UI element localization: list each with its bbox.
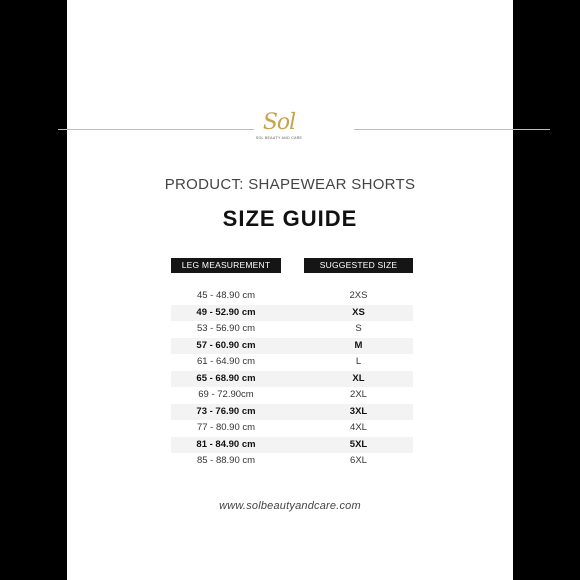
table-row <box>171 453 413 470</box>
table-row <box>171 387 413 404</box>
size-cell: 5XL <box>349 438 368 450</box>
measurement-cell: 73 - 76.90 cm <box>196 405 256 417</box>
column-header-leg-measurement: LEG MEASUREMENT <box>171 258 281 273</box>
table-row <box>171 371 413 388</box>
size-cell: 2XS <box>349 290 368 301</box>
measurement-cell: 81 - 84.90 cm <box>196 438 256 450</box>
measurement-cell: 61 - 64.90 cm <box>196 356 256 367</box>
table-row <box>171 321 413 338</box>
size-cell: 4XL <box>350 422 367 433</box>
table-row <box>171 420 413 437</box>
table-row <box>171 404 413 421</box>
size-cell: XS <box>352 306 365 318</box>
size-cell: 3XL <box>349 405 368 417</box>
measurement-cell: 85 - 88.90 cm <box>196 455 256 466</box>
divider-left <box>58 129 254 130</box>
measurement-cell: 65 - 68.90 cm <box>196 372 256 384</box>
logo-tagline: SOL BEAUTY AND CARE <box>255 136 303 140</box>
table-row <box>171 437 413 454</box>
measurement-cell: 53 - 56.90 cm <box>196 323 256 334</box>
table-row <box>171 338 413 355</box>
size-cell: L <box>355 356 362 367</box>
website-url: www.solbeautyandcare.com <box>219 500 361 512</box>
table-row <box>171 288 413 305</box>
size-cell: S <box>355 323 362 334</box>
measurement-cell: 77 - 80.90 cm <box>196 422 256 433</box>
page-title: SIZE GUIDE <box>222 206 358 231</box>
column-header-suggested-size: SUGGESTED SIZE <box>304 258 413 273</box>
brand-logo <box>254 110 304 158</box>
size-table <box>171 288 413 470</box>
measurement-cell: 45 - 48.90 cm <box>196 290 256 301</box>
measurement-cell: 69 - 72.90cm <box>198 389 254 400</box>
size-cell: M <box>354 339 363 351</box>
divider-right <box>354 129 550 130</box>
logo-wordmark: Sol <box>262 110 296 135</box>
size-cell: 2XL <box>350 389 367 400</box>
product-line: PRODUCT: SHAPEWEAR SHORTS <box>164 176 416 193</box>
table-row <box>171 305 413 322</box>
table-row <box>171 354 413 371</box>
measurement-cell: 49 - 52.90 cm <box>196 306 256 318</box>
size-cell: 6XL <box>350 455 367 466</box>
measurement-cell: 57 - 60.90 cm <box>196 339 256 351</box>
size-cell: XL <box>352 372 365 384</box>
